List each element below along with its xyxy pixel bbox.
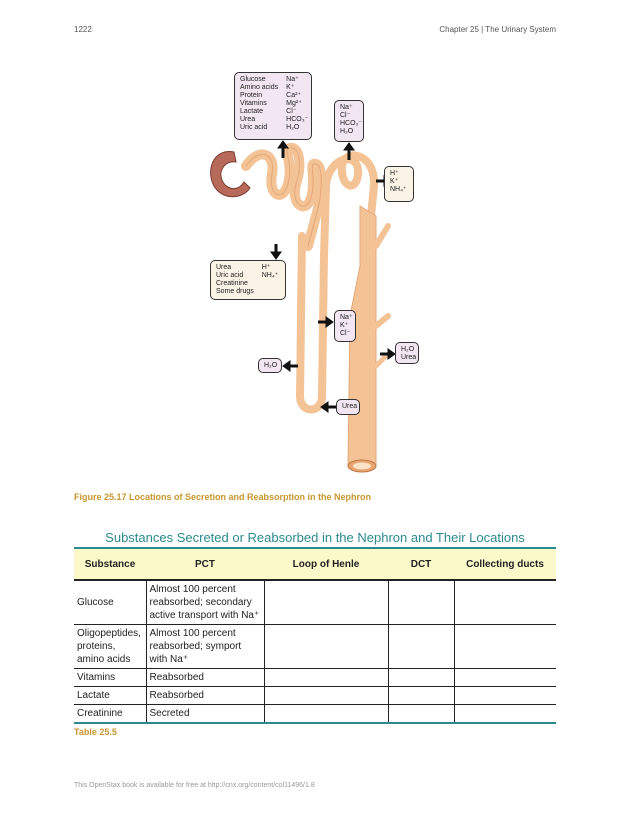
cell [388, 669, 454, 687]
cell: Almost 100 percent reabsorbed; secondary active transport with Na⁺ [146, 580, 264, 625]
figure-label: Urea [240, 116, 256, 123]
cell [454, 669, 556, 687]
header-substance: Substance [84, 558, 136, 570]
figure-caption: Figure 25.17 Locations of Secretion and Reabsorption in the Nephron [74, 492, 372, 502]
footer-note: This OpenStax book is available for free at http://cnx.org/content/col11496/1.8 [74, 782, 315, 789]
table-row [74, 580, 556, 625]
figure-label: Amino acids [240, 84, 279, 91]
cell [388, 705, 454, 724]
arrow-pct-down [271, 244, 281, 259]
cell [454, 625, 556, 669]
figure-label: HCO₃⁻ [340, 120, 363, 127]
figure-label: Mg²⁺ [286, 100, 302, 107]
collecting-duct-box [395, 342, 419, 364]
page-number: 1222 [74, 25, 92, 34]
loop-water-label: H₂O [264, 362, 278, 369]
figure-label: H⁺ [390, 170, 399, 177]
cell: Secreted [146, 705, 264, 724]
nephron-figure [190, 66, 440, 486]
figure-label: H₂O [401, 346, 415, 353]
table-row [74, 705, 556, 724]
cell: Glucose [74, 580, 146, 625]
table-caption: Table 25.5 [74, 727, 117, 737]
figure-label: Glucose [240, 76, 266, 83]
figure-label: K⁺ [286, 84, 295, 91]
figure-label: Creatinine [216, 280, 248, 287]
table-row [74, 669, 556, 687]
figure-label: H₂O [286, 124, 300, 131]
cell [388, 625, 454, 669]
proximal-tubule [246, 148, 321, 246]
table-row [74, 625, 556, 669]
figure-label: NH₄⁺ [390, 186, 407, 193]
loop-ascending-box [334, 310, 356, 342]
cell: Creatinine [74, 705, 146, 724]
cell [454, 580, 556, 625]
figure-label: Cl⁻ [286, 108, 297, 115]
figure-label: NH₄⁺ [261, 272, 279, 279]
cell: Lactate [74, 687, 146, 705]
cell: Reabsorbed [146, 687, 264, 705]
table-header-row [74, 548, 556, 580]
header-dct: DCT [410, 558, 432, 570]
arrow-loop-left [283, 361, 298, 371]
header-loop-of-henle: Loop of Henle [292, 558, 360, 570]
pct-reabsorption-box [234, 72, 312, 140]
cell: Almost 100 percent reabsorbed; symport with Na⁺ [146, 625, 264, 669]
figure-label: Na⁺ [340, 314, 353, 321]
cell [454, 687, 556, 705]
substances-table [74, 547, 556, 724]
figure-label: Ca²⁺ [286, 92, 302, 99]
figure-label: K⁺ [340, 322, 349, 329]
figure-label: Lactate [240, 108, 263, 115]
figure-label: Uric acid [240, 124, 268, 131]
loop-urea-box [336, 399, 360, 415]
cell [454, 705, 556, 724]
table-row [74, 687, 556, 705]
chapter-title: Chapter 25 | The Urinary System [439, 25, 556, 34]
figure-label: Cl⁻ [340, 330, 351, 337]
figure-label: Vitamins [240, 100, 267, 107]
cell [388, 687, 454, 705]
figure-label: Protein [240, 92, 263, 99]
figure-label: Na⁺ [286, 76, 299, 83]
figure-label: H⁺ [261, 264, 271, 271]
figure-label: Cl⁻ [340, 112, 351, 119]
cell [264, 687, 388, 705]
cell: Vitamins [74, 669, 146, 687]
figure-label: HCO₃⁻ [286, 116, 309, 123]
header-collecting-ducts: Collecting ducts [466, 558, 544, 570]
table-title: Substances Secreted or Reabsorbed in the Nephron and Their Locations [105, 530, 525, 545]
cell [264, 669, 388, 687]
cell: Reabsorbed [146, 669, 264, 687]
figure-label: Urea [401, 354, 417, 361]
cell [264, 625, 388, 669]
dct-reabsorption-box [334, 100, 364, 142]
pct-secretion-box [210, 260, 286, 300]
loop-urea-label: Urea [342, 403, 358, 410]
figure-label: Urea [216, 264, 232, 271]
figure-label: K⁺ [390, 178, 399, 185]
cell [264, 705, 388, 724]
figure-label: H₂O [340, 128, 354, 135]
header-pct: PCT [195, 558, 215, 570]
loop-water-box [258, 358, 282, 373]
cell [264, 580, 388, 625]
figure-label: Some drugs [216, 288, 254, 295]
figure-label: Na⁺ [340, 104, 353, 111]
dct-secretion-box [384, 166, 414, 202]
cell [388, 580, 454, 625]
bowmans-capsule [211, 152, 250, 197]
figure-label: Uric acid [216, 272, 244, 279]
cell: Oligopeptides, proteins, amino acids [74, 625, 146, 669]
